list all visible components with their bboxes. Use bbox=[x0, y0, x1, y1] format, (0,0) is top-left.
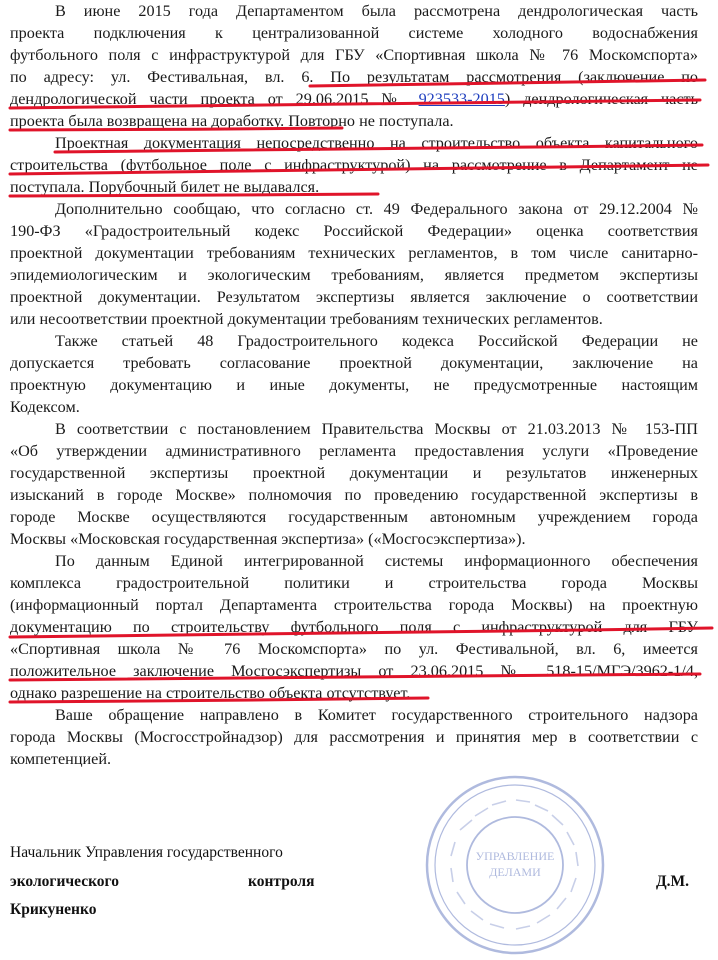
conclusion-number-link[interactable]: 923533-2015 bbox=[418, 90, 505, 108]
text-line: проектную документацию и иные документы, не предусмотренные настоящим bbox=[10, 376, 698, 394]
signatory-position-line2-word2: контроля bbox=[248, 873, 315, 890]
text-line: Кодексом. bbox=[10, 398, 80, 416]
text-line: 190-ФЗ «Градостроительный кодекс Российской Федерации» оценка соответствия bbox=[10, 222, 698, 240]
text-line: По данным Единой интегрированной системы информационного обеспечения bbox=[55, 552, 698, 570]
signatory-position-line2-word1: экологического bbox=[10, 873, 119, 890]
text-line: «Спортивная школа № 76 Москомспорта» по ул. Фестивальной, вл. 6, имеется bbox=[10, 640, 698, 658]
text-line-with-link bbox=[10, 88, 698, 110]
text-line: изысканий в городе Москве» полномочия по проведению государственной экспертизы в bbox=[10, 486, 698, 504]
signatory-position-line1: Начальник Управления государственного bbox=[10, 844, 283, 861]
stamp-text-line2: ДЕЛАМИ bbox=[489, 865, 541, 879]
text-line: документацию по строительству футбольного поля с инфраструктурой для ГБУ bbox=[10, 618, 698, 636]
text-line: или несоответствии проектной документации требованиям технических регламентов. bbox=[10, 310, 603, 328]
text-line: города Москвы (Мосгосстройнадзор) для рассмотрения и принятия мер в соответствии с bbox=[10, 728, 698, 746]
text-line: проектной документации. Результатом экспертизы является заключение о соответствии bbox=[10, 288, 698, 306]
signatory-initials: Д.М. bbox=[656, 873, 690, 890]
text-line: (информационный портал Департамента строительства города Москвы) на проектную bbox=[10, 596, 698, 614]
text-segment: ) дендрологическая часть bbox=[504, 90, 698, 108]
text-line: проектной документации требованиям технических регламентов, в том числе санитарно- bbox=[10, 244, 698, 262]
text-line: строительства (футбольное поле с инфраструктурой) на рассмотрение в Департамент не bbox=[10, 156, 698, 174]
text-line: по адресу: ул. Фестивальная, вл. 6. По результатам рассмотрения (заключение по bbox=[10, 68, 698, 86]
stamp-text-line1: УПРАВЛЕНИЕ bbox=[475, 849, 555, 863]
text-line: Москвы «Московская государственная экспертиза» («Мосгосэкспертиза»). bbox=[10, 530, 526, 548]
text-line: проекта подключения к централизованной системе холодного водоснабжения bbox=[10, 24, 698, 42]
text-line: «Об утверждении административного регламента предоставления услуги «Проведение bbox=[10, 442, 698, 460]
text-line: поступала. Порубочный билет не выдавался. bbox=[10, 178, 320, 196]
text-line: однако разрешение на строительство объекта отсутствует. bbox=[10, 684, 411, 702]
official-stamp bbox=[420, 770, 610, 960]
text-line: эпидемиологическим и экологическим требованиям, является предметом экспертизы bbox=[10, 266, 698, 284]
text-line: положительное заключение Мосгосэкспертизы от 23.06.2015 № 518-15/МГЭ/3962-1/4, bbox=[10, 662, 698, 680]
signatory-surname: Крикуненко bbox=[10, 901, 97, 918]
text-segment: дендрологической части проекта от 29.06.2015 № bbox=[10, 90, 419, 108]
text-line: футбольного поля с инфраструктурой для ГБУ «Спортивная школа № 76 Москомспорта» bbox=[10, 46, 698, 64]
text-line: проекта была возвращена на доработку. Повторно не поступала. bbox=[10, 112, 454, 130]
text-line: Также статьей 48 Градостроительного кодекса Российской Федерации не bbox=[55, 332, 698, 350]
text-line: комплекса градостроительной политики и строительства города Москвы bbox=[10, 574, 698, 592]
text-line: В соответствии с постановлением Правительства Москвы от 21.03.2013 № 153-ПП bbox=[55, 420, 698, 438]
text-line: В июне 2015 года Департаментом была рассмотрена дендрологическая часть bbox=[55, 2, 698, 20]
text-line: государственной экспертизы проектной документации и результатов инженерных bbox=[10, 464, 698, 482]
text-line: компетенцией. bbox=[10, 750, 112, 768]
text-line: Дополнительно сообщаю, что согласно ст. 49 Федерального закона от 29.12.2004 № bbox=[55, 200, 698, 218]
text-line: Ваше обращение направлено в Комитет государственного строительного надзора bbox=[55, 706, 698, 724]
text-line: городе Москве осуществляются государственным автономным учреждением города bbox=[10, 508, 698, 526]
text-line: допускается требовать согласование проектной документации, заключение на bbox=[10, 354, 698, 372]
text-line: Проектная документация непосредственно на строительство объекта капитального bbox=[55, 134, 698, 152]
